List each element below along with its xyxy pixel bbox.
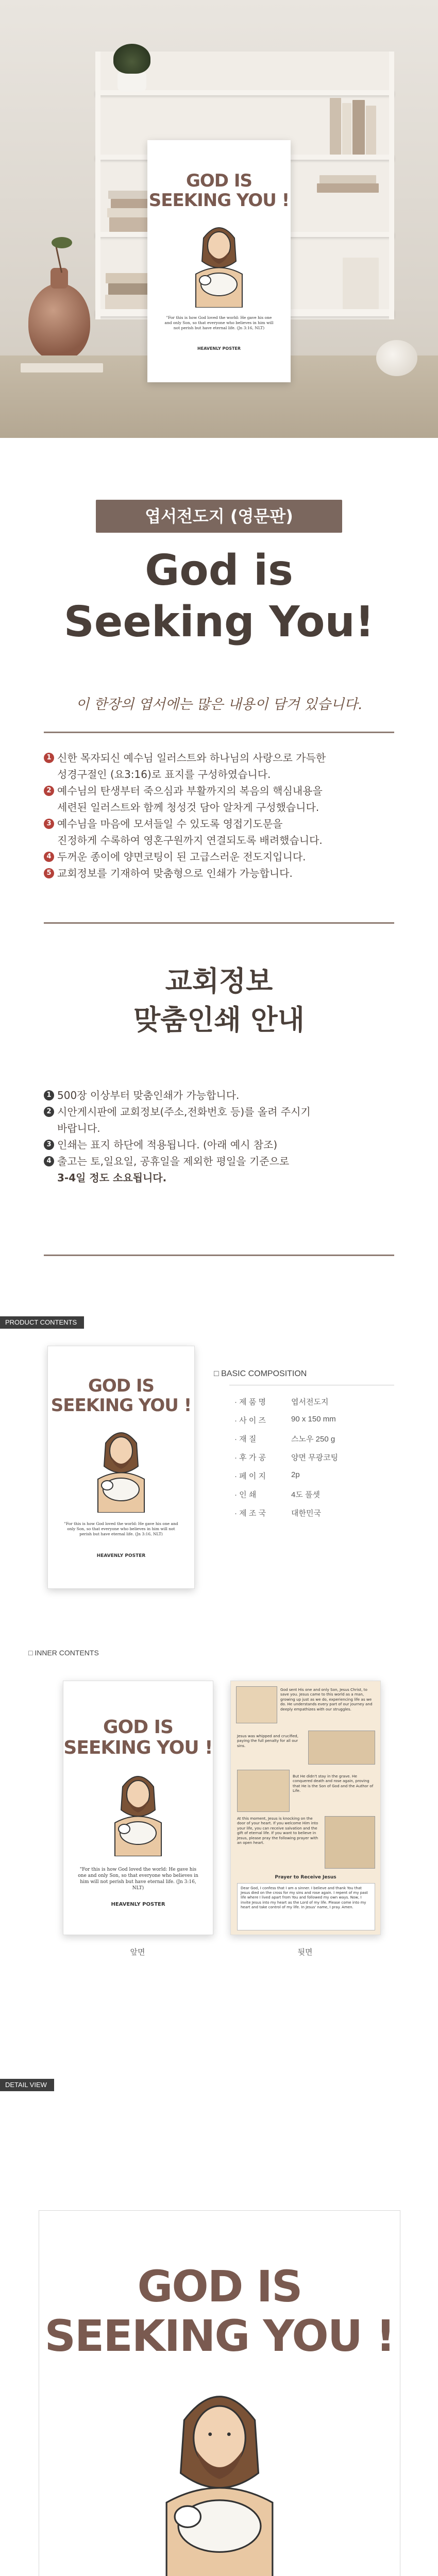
decor-ball (376, 340, 417, 376)
product-badge: 엽서전도지 (영문판) (96, 500, 342, 533)
jesus-shepherd-illustration (132, 2373, 307, 2576)
book (107, 208, 153, 217)
point-text: 500장 이상부터 맞춤인쇄가 가능합니다. (57, 1089, 240, 1101)
book (343, 258, 379, 309)
point-text: 진정하게 수록하여 영혼구원까지 연결되도록 배려했습니다. (57, 834, 323, 846)
book (352, 100, 365, 155)
detail-area (0, 2164, 438, 2576)
spec-value: 2p (291, 1470, 300, 1479)
jesus-shepherd-illustration (105, 1766, 172, 1856)
front-postcard (63, 1681, 213, 1935)
point-text: 세련된 일러스트와 함께 청성것 담아 알차게 구성했습니다. (57, 801, 319, 814)
prayer-title: Prayer to Receive Jesus (275, 1875, 336, 1880)
spec-value: 대한민국 (291, 1509, 321, 1518)
section-label-detail: DETAIL VIEW (0, 2079, 54, 2091)
point-text: 교회정보를 기재하여 맞춤형으로 인쇄가 가능합니다. (57, 867, 293, 879)
point-text: 예수님을 마음에 모셔들일 수 있도록 영접기도문을 (57, 818, 283, 830)
spec-key: · 페 이 지 (234, 1472, 266, 1481)
number-badge: 5 (44, 868, 54, 878)
poster-title-line1: GOD IS (137, 2261, 302, 2312)
shelf-side (389, 52, 394, 319)
point-text: 예수님의 탄생부터 죽으심과 부활까지의 복음의 핵심내용을 (57, 785, 323, 797)
book (109, 217, 151, 232)
book (366, 106, 376, 155)
poster-verse: "For this is how God loved the world: He gave his one and only Son, so that everyone who believes in him will not perish but have eternal life. (Jn 3:16, NLT) (78, 1867, 198, 1891)
list-item (44, 816, 394, 849)
custom-title-line2: 맞춤인쇄 안내 (133, 1004, 305, 1036)
product-postcard (47, 1346, 195, 1589)
hero-postcard (147, 140, 291, 382)
poster-title-line1: GOD IS (88, 1376, 154, 1396)
number-badge: 2 (44, 1107, 54, 1117)
point-text: 출고는 토,일요일, 공휴일을 제외한 평일을 기준으로 (57, 1155, 290, 1167)
point-text: 성경구절인 (요3:16)로 표지를 구성하였습니다. (57, 768, 271, 781)
poster-title-line1: GOD IS (103, 1717, 173, 1738)
list-item (44, 1137, 394, 1153)
custom-title-line1: 교회정보 (165, 965, 273, 997)
prayer-box (237, 1883, 375, 1930)
number-badge: 4 (44, 1156, 54, 1166)
back-postcard (230, 1681, 381, 1935)
spec-value: 양면 무광코팅 (291, 1453, 339, 1462)
point-text: 시안게시판에 교회정보(주소,전화번호 등)를 올려 주시기 (57, 1106, 311, 1118)
back-caption: 뒷면 (297, 1948, 313, 1957)
spec-key: · 인 쇄 (234, 1490, 257, 1499)
spec-key: · 제 품 명 (234, 1398, 266, 1406)
list-item (44, 1104, 394, 1137)
plant-leaves (113, 44, 150, 74)
book (108, 191, 151, 199)
custom-point-list (44, 1087, 394, 1186)
poster-title-line2: SEEKING YOU ! (148, 190, 290, 211)
number-badge: 1 (44, 1090, 54, 1100)
book (111, 199, 152, 208)
book (342, 103, 351, 155)
list-item (44, 783, 394, 816)
divider (44, 732, 394, 733)
poster-verse: "For this is how God loved the world: He gave his one and only Son, so that everyone who believes in him will not perish but have eternal life. (Jn 3:16, NLT) (164, 315, 274, 330)
jesus-shepherd-illustration (186, 217, 252, 308)
point-text: 두꺼운 종이에 양면코팅이 된 고급스러운 전도지입니다. (57, 851, 306, 863)
cross-illustration (308, 1731, 375, 1765)
twig-leaves (52, 237, 72, 248)
plant-pot (117, 72, 146, 92)
spec-key: · 후 가 공 (234, 1453, 266, 1462)
main-title-line2: Seeking You! (63, 598, 375, 647)
back-text-2: Jesus was whipped and crucified, paying the full penalty for all our sins. (237, 1734, 299, 1748)
divider (44, 1255, 394, 1256)
list-item (44, 865, 394, 882)
book (319, 175, 376, 183)
prayer-text: Dear God, I confess that I am a sinner. I believe and thank You that Jesus died on the cross for my sins and rose again. I repent of my past life where I lived apart from You and followed my own ways. Now, I invite Jesus into my heart as the Lord of my life. Please come into my heart and take control of my life. In Jesus' name, I pray. Amen. (241, 1886, 368, 1909)
book (317, 183, 379, 193)
number-badge: 3 (44, 819, 54, 829)
poster-title-line2: SEEKING YOU ! (44, 2311, 395, 2361)
poster-brand: HEAVENLY POSTER (197, 346, 241, 351)
vase-neck (50, 268, 68, 289)
list-item (44, 1153, 394, 1186)
number-badge: 1 (44, 753, 54, 763)
poster-title-line1: GOD IS (186, 171, 252, 191)
door-illustration (325, 1816, 375, 1869)
book (108, 283, 153, 295)
number-badge: 4 (44, 852, 54, 862)
main-title-line1: God is (145, 546, 293, 595)
back-text-4: At this moment, Jesus is knocking on the door of your heart. If you welcome Him into your life, you can receive salvation and the gift of eternal life. If you want to believe in Jesus, please pray the following prayer with an open heart. (237, 1816, 318, 1845)
section-label-product: PRODUCT CONTENTS (0, 1316, 84, 1329)
shelf-side (95, 52, 100, 319)
back-text-3: But He didn't stay in the grave. He conquered death and rose again, proving that He is the Son of God and the Author of Life. (293, 1774, 374, 1793)
point-text: 3-4일 정도 소요됩니다. (57, 1172, 167, 1184)
book (330, 98, 341, 155)
list-item (44, 849, 394, 865)
front-caption: 앞면 (130, 1948, 145, 1957)
hero-photo (0, 0, 438, 438)
detail-postcard (39, 2210, 400, 2576)
point-text: 신한 목자되신 예수님 일러스트와 하나님의 사랑으로 가득한 (57, 752, 326, 764)
jesus-shepherd-illustration (88, 1422, 155, 1513)
poster-title-line2: SEEKING YOU ! (63, 1737, 213, 1758)
list-item (44, 750, 394, 783)
spec-key: · 재 질 (234, 1435, 257, 1444)
spec-value: 90 x 150 mm (291, 1415, 336, 1423)
tagline: 이 한장의 엽서에는 많은 내용이 담겨 있습니다. (76, 697, 362, 713)
spec-value: 엽서전도지 (291, 1398, 329, 1406)
spec-value: 4도 풀셋 (291, 1490, 320, 1499)
manger-illustration (236, 1686, 277, 1723)
desk-book (21, 363, 103, 372)
book (106, 273, 152, 283)
point-text: 바랍니다. (57, 1122, 100, 1134)
tomb-illustration (237, 1770, 290, 1812)
poster-brand: HEAVENLY POSTER (111, 1902, 165, 1907)
book (105, 295, 153, 309)
vase (28, 283, 90, 361)
spec-title: □ BASIC COMPOSITION (214, 1369, 307, 1378)
point-text: 인쇄는 표지 하단에 적용됩니다. (아래 예시 참조) (57, 1139, 278, 1151)
list-item (44, 1087, 394, 1104)
back-text-1: God sent His one and only Son, Jesus Christ, to save you. Jesus came to this world as a man, growing up just as we do, experiencing life as we do. He understands every part of our journey and deeply empathizes with our struggles. (280, 1687, 373, 1711)
poster-brand: HEAVENLY POSTER (96, 1553, 146, 1558)
spec-key: · 제 조 국 (234, 1509, 266, 1518)
poster-verse: "For this is how God loved the world: He gave his one and only Son, so that everyone who believes in him will not perish but have eternal life. (Jn 3:16, NLT) (64, 1521, 178, 1536)
number-badge: 3 (44, 1140, 54, 1150)
section-label-inner: □ INNER CONTENTS (28, 1649, 99, 1657)
spec-key: · 사 이 즈 (234, 1416, 266, 1425)
spec-value: 스노우 250 g (291, 1435, 335, 1444)
number-badge: 2 (44, 786, 54, 796)
poster-title-line2: SEEKING YOU ! (50, 1395, 192, 1416)
divider (44, 922, 394, 924)
intro-point-list (44, 750, 394, 882)
